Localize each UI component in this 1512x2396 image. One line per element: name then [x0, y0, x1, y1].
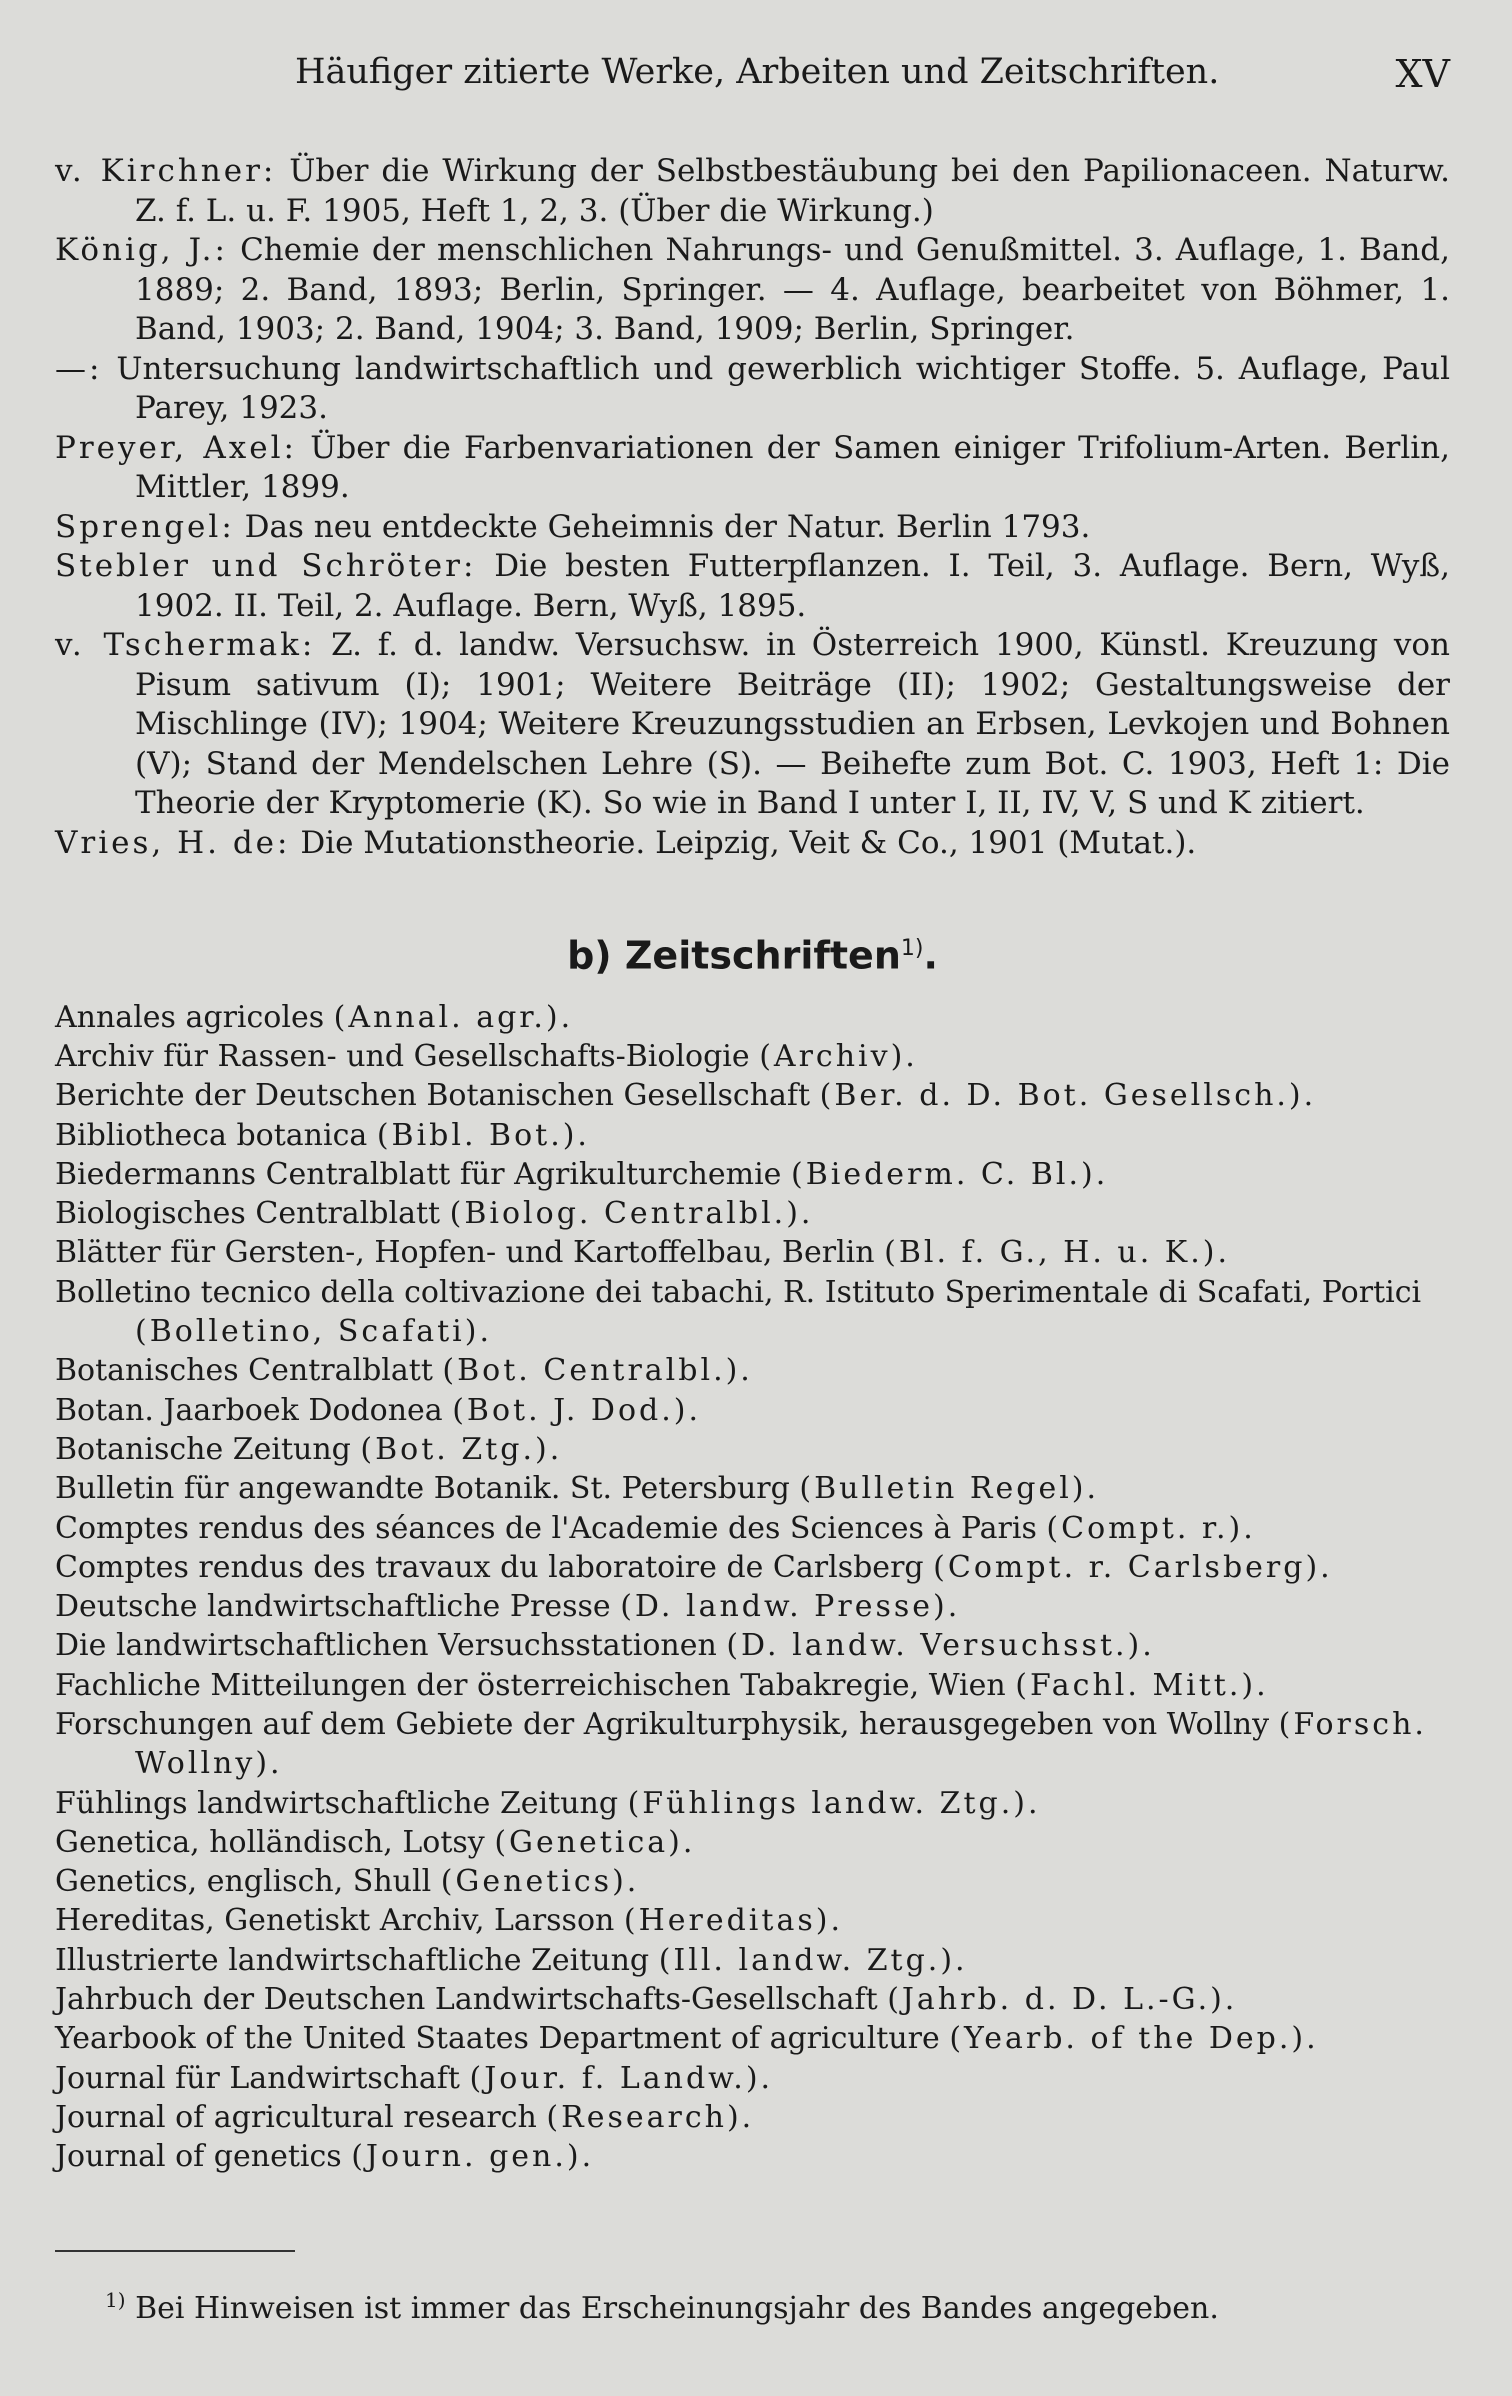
work-author: König, J.:	[55, 232, 228, 268]
journal-abbreviation: (Yearb. of the Dep.).	[949, 2021, 1319, 2057]
journal-entry	[55, 1587, 1450, 1626]
journal-title: Botanische Zeitung	[55, 1431, 351, 1467]
journal-entry	[55, 1194, 1450, 1233]
journal-entry	[55, 1430, 1450, 1469]
journal-abbreviation: (Compt. r. Carlsberg).	[933, 1549, 1333, 1585]
journal-abbreviation: (Forsch. Wollny).	[135, 1707, 1427, 1782]
journal-title: Genetica, holländisch, Lotsy	[55, 1824, 485, 1860]
journal-title: Bulletin für angewandte Botanik. St. Petersburg	[55, 1471, 790, 1507]
footnote-rule	[55, 2250, 295, 2252]
work-entry	[55, 547, 1450, 626]
journal-entry	[55, 1666, 1450, 1705]
journal-title: Blätter für Gersten-, Hopfen- und Kartoffelbau, Berlin	[55, 1235, 875, 1271]
journal-abbreviation: (Jour. f. Landw.).	[469, 2060, 774, 2096]
journal-entry	[55, 1548, 1450, 1587]
journal-title: Biologisches Centralblatt	[55, 1196, 441, 1232]
work-entry	[55, 152, 1450, 231]
journal-entry	[55, 1233, 1450, 1272]
journal-abbreviation: (Journ. gen.).	[351, 2139, 595, 2175]
journal-abbreviation: (D. landw. Presse).	[620, 1589, 961, 1625]
journal-abbreviation: (Ber. d. D. Bot. Gesellsch.).	[819, 1078, 1317, 1114]
journal-title: Genetics, englisch, Shull	[55, 1864, 432, 1900]
journal-abbreviation: (Jahrb. d. D. L.-G.).	[887, 1982, 1238, 2018]
journal-entry	[55, 1273, 1450, 1352]
journal-title: Journal of agricultural research	[55, 2099, 537, 2135]
journal-abbreviation: (Bot. Centralbl.).	[442, 1353, 753, 1389]
footnote-text: Bei Hinweisen ist immer das Erscheinungsjahr des Bandes angegeben.	[135, 2291, 1219, 2326]
work-text: Das neu entdeckte Geheimnis der Natur. Berlin 1793.	[244, 508, 1091, 545]
work-author: Vries, H. de:	[55, 824, 291, 861]
journal-entry	[55, 1116, 1450, 1155]
journal-entry	[55, 1076, 1450, 1115]
work-text: Die besten Futterpflanzen. I. Teil, 3. Auflage. Bern, Wyß, 1902. II. Teil, 2. Auflage. Bern, Wyß, 1895.	[135, 548, 1450, 624]
journal-entry	[55, 1941, 1450, 1980]
journal-entry	[55, 2098, 1450, 2137]
journal-title: Journal für Landwirtschaft	[55, 2060, 460, 2096]
journal-title: Fühlings landwirtschaftliche Zeitung	[55, 1785, 619, 1821]
journal-abbreviation: (D. landw. Versuchsst.).	[726, 1628, 1155, 1664]
journal-entry	[55, 1391, 1450, 1430]
journal-entry	[55, 1784, 1450, 1823]
journal-abbreviation: (Bulletin Regel).	[799, 1471, 1100, 1507]
works-list	[55, 152, 1450, 863]
journal-abbreviation: (Fachl. Mitt.).	[1015, 1667, 1269, 1703]
work-entry	[55, 429, 1450, 508]
footnote-mark: 1)	[105, 2288, 126, 2312]
work-entry	[55, 231, 1450, 350]
work-entry	[55, 508, 1450, 548]
journal-entry	[55, 1509, 1450, 1548]
journal-abbreviation: (Annal. agr.).	[333, 999, 574, 1035]
journal-abbreviation: (Bot. Ztg.).	[360, 1431, 563, 1467]
journal-title: Illustrierte landwirtschaftliche Zeitung	[55, 1942, 650, 1978]
page-content	[55, 152, 1450, 2177]
running-head	[55, 52, 1450, 102]
work-text: Über die Farbenvariationen der Samen einiger Trifolium-Arten. Berlin, Mittler, 1899.	[135, 429, 1451, 505]
journal-abbreviation: (Compt. r.).	[1046, 1510, 1256, 1546]
journal-abbreviation: (Ill. landw. Ztg.).	[658, 1942, 968, 1978]
journal-title: Botanisches Centralblatt	[55, 1353, 433, 1389]
journal-abbreviation: (Bibl. Bot.).	[376, 1117, 590, 1153]
journal-abbreviation: (Archiv).	[759, 1038, 918, 1074]
work-author: Stebler und Schröter:	[55, 548, 477, 584]
journal-title: Forschungen auf dem Gebiete der Agrikulturphysik, herausgegeben von Wollny	[55, 1707, 1270, 1742]
journal-title: Jahrbuch der Deutschen Landwirtschafts-Gesellschaft	[55, 1982, 878, 2018]
journal-title: Fachliche Mitteilungen der österreichischen Tabakregie, Wien	[55, 1667, 1006, 1703]
journal-title: Comptes rendus des séances de l'Academie des Sciences à Paris	[55, 1510, 1037, 1546]
journal-title: Berichte der Deutschen Botanischen Gesellschaft	[55, 1078, 811, 1114]
journal-abbreviation: (Bot. J. Dod.).	[452, 1392, 702, 1428]
journal-title: Journal of genetics	[55, 2139, 342, 2175]
section-heading: b) Zeitschriften$^{1)}$.	[567, 933, 938, 978]
journal-title: Biedermanns Centralblatt für Agrikulturchemie	[55, 1156, 782, 1192]
journal-entry	[55, 1901, 1450, 1940]
journal-title: Die landwirtschaftlichen Versuchsstationen	[55, 1628, 717, 1664]
work-text: Chemie der menschlichen Nahrungs- und Genußmittel. 3. Auflage, 1. Band, 1889; 2. Band, 1893; Berlin, Springer. — 4. Auflage, bearbeitet von Böhmer, 1. Band, 1903; 2. Band, 1904; 3. Band, 1909; Berlin, Springer.	[135, 232, 1450, 347]
journal-abbreviation: (Biolog. Centralbl.).	[449, 1196, 814, 1232]
journal-abbreviation: (Fühlings landw. Ztg.).	[627, 1785, 1041, 1821]
journal-entry	[55, 1155, 1450, 1194]
section-footnote-mark: 1)	[900, 936, 924, 961]
work-text: Die Mutationstheorie. Leipzig, Veit & Co., 1901 (Mutat.).	[300, 824, 1197, 861]
journal-title: Botan. Jaarboek Dodonea	[55, 1392, 443, 1428]
journal-abbreviation: (Genetica).	[494, 1824, 696, 1860]
work-author: v. Kirchner:	[55, 153, 277, 189]
journal-entry	[55, 1862, 1450, 1901]
running-head-title: Häufiger zitierte Werke, Arbeiten und Zeitschriften.	[295, 52, 1220, 92]
journal-title: Bolletino tecnico della coltivazione dei tabachi, R. Istituto Sperimentale di Scafati, Portici	[55, 1274, 1422, 1310]
work-author: Preyer, Axel:	[55, 429, 297, 466]
journal-entry	[55, 2137, 1450, 2176]
work-entry	[55, 350, 1450, 429]
journal-entry	[55, 1980, 1450, 2019]
section-heading-text: b) Zeitschriften	[567, 933, 901, 978]
journal-entry	[55, 1351, 1450, 1390]
journal-entry	[55, 1469, 1450, 1508]
work-entry	[55, 824, 1450, 864]
journal-abbreviation: (Bolletino, Scafati).	[135, 1314, 492, 1350]
page-number: XV	[1395, 52, 1450, 96]
work-author: Sprengel:	[55, 508, 235, 545]
journal-abbreviation: (Biederm. C. Bl.).	[790, 1156, 1109, 1192]
journal-entry	[55, 1823, 1450, 1862]
journal-title: Archiv für Rassen- und Gesellschafts-Biologie	[55, 1038, 750, 1074]
work-author: —:	[55, 350, 103, 387]
footnote	[105, 2280, 1219, 2329]
work-text: Z. f. d. landw. Versuchsw. in Österreich 1900, Künstl. Kreuzung von Pisum sativum (I); 1901; Weitere Beiträge (II); 1902; Gestaltungsweise der Mischlinge (IV); 1904; Weitere Kreuzungsstudien an Erbsen, Levkojen und Bohnen (V); Stand der Mendelschen Lehre (S). — Beihefte zum Bot. C. 1903, Heft 1: Die Theorie der Kryptomerie (K). So wie in Band I unter I, II, IV, V, S und K zitiert.	[135, 627, 1450, 821]
journal-title: Yearbook of the United Staates Department of agriculture	[55, 2021, 940, 2057]
journal-entry	[55, 1037, 1450, 1076]
journal-abbreviation: (Hereditas).	[623, 1903, 843, 1939]
journal-entry	[55, 1626, 1450, 1665]
journal-entry	[55, 2019, 1450, 2058]
journal-title: Annales agricoles	[55, 999, 325, 1035]
journals-list	[55, 998, 1450, 2177]
work-text: Untersuchung landwirtschaftlich und gewerblich wichtiger Stoffe. 5. Auflage, Paul Parey, 1923.	[116, 350, 1451, 426]
journal-title: Deutsche landwirtschaftliche Presse	[55, 1589, 611, 1625]
work-text: Über die Wirkung der Selbstbestäubung bei den Papilionaceen. Naturw. Z. f. L. u. F. 1905, Heft 1, 2, 3. (Über die Wirkung.)	[135, 153, 1451, 229]
journal-entry	[55, 2059, 1450, 2098]
journal-abbreviation: (Genetics).	[440, 1864, 640, 1900]
work-author: v. Tschermak:	[55, 627, 316, 663]
work-entry	[55, 626, 1450, 824]
journal-abbreviation: (Research).	[546, 2099, 755, 2135]
journal-title: Bibliotheca botanica	[55, 1117, 368, 1153]
journal-title: Hereditas, Genetiskt Archiv, Larsson	[55, 1903, 615, 1939]
journal-title: Comptes rendus des travaux du laboratoire de Carlsberg	[55, 1549, 924, 1585]
journal-abbreviation: (Bl. f. G., H. u. K.).	[884, 1235, 1230, 1271]
journal-entry	[55, 1705, 1450, 1784]
journal-entry	[55, 998, 1450, 1037]
